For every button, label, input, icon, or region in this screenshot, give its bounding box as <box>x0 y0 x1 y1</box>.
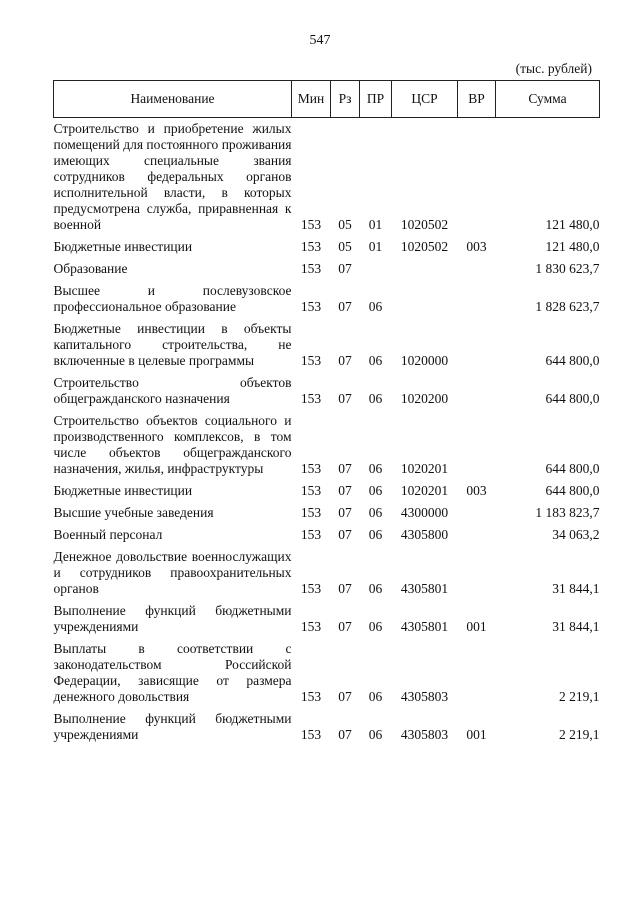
row-vr <box>458 502 496 524</box>
header-name: Наименование <box>54 81 292 118</box>
row-vr <box>458 318 496 372</box>
table-row <box>54 502 600 524</box>
row-name: Военный персонал <box>53 527 163 542</box>
header-sum: Сумма <box>496 81 600 118</box>
row-sum: 2 219,1 <box>559 689 600 704</box>
row-vr <box>458 410 496 480</box>
row-vr <box>458 258 496 280</box>
table-row <box>54 600 600 638</box>
row-min: 153 <box>300 483 322 498</box>
row-vr <box>458 638 496 708</box>
row-rz: 07 <box>338 391 352 406</box>
row-vr <box>458 372 496 410</box>
row-pr: 06 <box>368 391 383 406</box>
row-name: Денежное довольствие военнослужащих и сотрудников правоохранительных органов <box>53 549 292 596</box>
row-rz: 07 <box>338 261 352 276</box>
row-name: Строительство объектов общегражданского назначения <box>53 375 292 406</box>
table-header-row <box>54 81 600 118</box>
row-rz: 07 <box>338 299 352 314</box>
row-rz: 07 <box>338 619 352 634</box>
row-csr <box>392 280 458 318</box>
row-rz: 05 <box>338 239 352 254</box>
row-vr: 001 <box>466 619 487 634</box>
row-min: 153 <box>300 353 322 368</box>
row-vr: 001 <box>466 727 487 742</box>
row-name: Выплаты в соответствии с законодательством Российской Федерации, зависящие от размера денежного довольствия <box>53 641 292 704</box>
row-rz: 07 <box>338 353 352 368</box>
row-min: 153 <box>300 299 322 314</box>
row-csr: 1020200 <box>400 391 449 406</box>
row-sum: 121 480,0 <box>545 217 600 232</box>
row-csr: 1020201 <box>400 461 449 476</box>
row-min: 153 <box>300 527 322 542</box>
row-name: Строительство и приобретение жилых помещений для постоянного проживания имеющих специальные звания сотрудников федеральных органов исполнительной власти, в которых предусмотрена служба, приравненная к военной <box>53 121 292 232</box>
row-csr: 4305801 <box>400 581 449 596</box>
row-rz: 07 <box>338 727 352 742</box>
row-name: Выполнение функций бюджетными учреждениями <box>53 603 292 634</box>
row-rz: 07 <box>338 461 352 476</box>
row-name: Строительство объектов социального и производственного комплексов, в том числе объектов общегражданского назначения, жилья, инфраструктуры <box>53 413 292 476</box>
header-csr: ЦСР <box>392 81 458 118</box>
row-csr: 4305803 <box>400 689 449 704</box>
row-vr <box>458 118 496 237</box>
row-rz: 05 <box>338 217 352 232</box>
units-label: (тыс. рублей) <box>515 61 592 76</box>
row-sum: 1 183 823,7 <box>535 505 600 520</box>
header-rz: Рз <box>331 81 360 118</box>
row-min: 153 <box>300 261 322 276</box>
row-csr: 4305801 <box>400 619 449 634</box>
row-pr: 06 <box>368 299 383 314</box>
row-min: 153 <box>300 461 322 476</box>
table-row <box>54 236 600 258</box>
row-rz: 07 <box>338 483 352 498</box>
row-sum: 644 800,0 <box>545 483 600 498</box>
row-name: Бюджетные инвестиции <box>53 483 193 498</box>
row-sum: 121 480,0 <box>545 239 600 254</box>
budget-table <box>53 80 600 746</box>
row-csr: 1020502 <box>400 239 449 254</box>
row-sum: 644 800,0 <box>545 353 600 368</box>
row-csr: 1020000 <box>400 353 449 368</box>
row-vr: 003 <box>466 239 487 254</box>
row-min: 153 <box>300 217 322 232</box>
row-pr <box>360 258 392 280</box>
row-pr: 06 <box>368 727 383 742</box>
row-pr: 06 <box>368 461 383 476</box>
table-row <box>54 708 600 746</box>
table-row <box>54 280 600 318</box>
row-pr: 06 <box>368 353 383 368</box>
row-rz: 07 <box>338 689 352 704</box>
row-pr: 01 <box>368 217 383 232</box>
table-row <box>54 410 600 480</box>
row-rz: 07 <box>338 527 352 542</box>
row-csr: 1020201 <box>400 483 449 498</box>
row-csr <box>392 258 458 280</box>
row-csr: 4300000 <box>400 505 449 520</box>
row-sum: 644 800,0 <box>545 391 600 406</box>
header-vr: ВР <box>458 81 496 118</box>
row-sum: 34 063,2 <box>552 527 600 542</box>
row-name: Бюджетные инвестиции <box>53 239 193 254</box>
table-row <box>54 638 600 708</box>
row-vr <box>458 524 496 546</box>
table-row <box>54 118 600 237</box>
row-sum: 644 800,0 <box>545 461 600 476</box>
row-vr <box>458 546 496 600</box>
row-sum: 1 828 623,7 <box>535 299 600 314</box>
row-csr: 1020502 <box>400 217 449 232</box>
row-name: Высшие учебные заведения <box>53 505 214 520</box>
table-body <box>54 118 600 747</box>
row-min: 153 <box>300 727 322 742</box>
row-min: 153 <box>300 619 322 634</box>
row-sum: 2 219,1 <box>559 727 600 742</box>
row-pr: 06 <box>368 689 383 704</box>
row-name: Бюджетные инвестиции в объекты капитального строительства, не включенные в целевые программы <box>53 321 292 368</box>
row-min: 153 <box>300 689 322 704</box>
row-rz: 07 <box>338 505 352 520</box>
row-vr: 003 <box>466 483 487 498</box>
header-pr: ПР <box>360 81 392 118</box>
row-sum: 31 844,1 <box>552 581 600 596</box>
table-row <box>54 258 600 280</box>
row-min: 153 <box>300 581 322 596</box>
row-csr: 4305803 <box>400 727 449 742</box>
table-row <box>54 318 600 372</box>
row-min: 153 <box>300 239 322 254</box>
table-row <box>54 480 600 502</box>
row-pr: 01 <box>368 239 383 254</box>
row-pr: 06 <box>368 527 383 542</box>
row-pr: 06 <box>368 581 383 596</box>
row-pr: 06 <box>368 505 383 520</box>
row-rz: 07 <box>338 581 352 596</box>
row-min: 153 <box>300 505 322 520</box>
row-pr: 06 <box>368 619 383 634</box>
row-vr <box>458 280 496 318</box>
row-name: Выполнение функций бюджетными учреждениями <box>53 711 292 742</box>
header-min: Мин <box>292 81 331 118</box>
row-name: Образование <box>53 261 128 276</box>
table-row <box>54 546 600 600</box>
table-row <box>54 524 600 546</box>
row-name: Высшее и послевузовское профессиональное образование <box>53 283 292 314</box>
row-sum: 31 844,1 <box>552 619 600 634</box>
row-pr: 06 <box>368 483 383 498</box>
row-csr: 4305800 <box>400 527 449 542</box>
row-sum: 1 830 623,7 <box>535 261 600 276</box>
table-row <box>54 372 600 410</box>
page-number: 547 <box>309 33 331 48</box>
row-min: 153 <box>300 391 322 406</box>
